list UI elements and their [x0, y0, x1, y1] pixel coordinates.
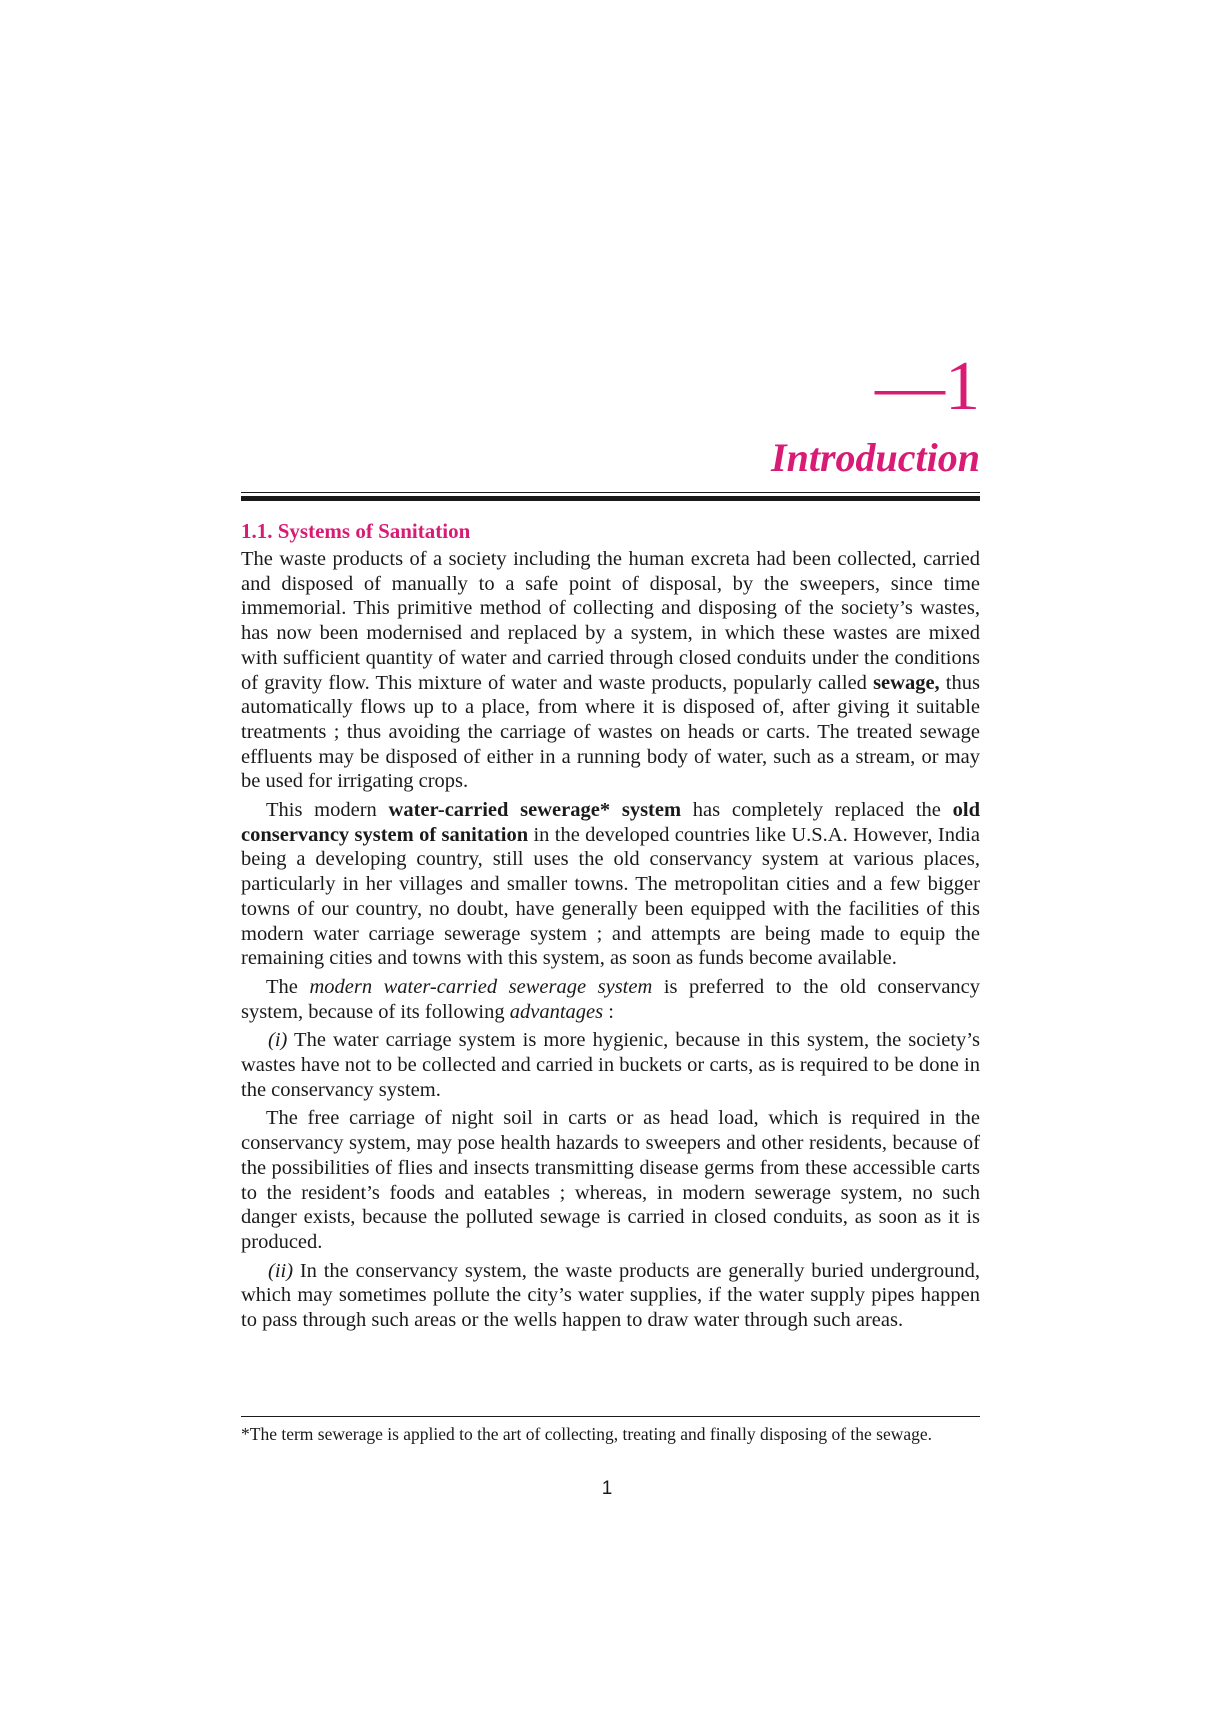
- text-run: thus automatically flows up to a place, from where it is disposed of, after giving it suitable treatments ; thus avoiding the carriage of wastes on heads or carts. The treated sewage effluents may be disposed of either in a running body of water, such as a stream, or may be used for irrigating crops.: [241, 671, 980, 793]
- list-marker-i: (i): [268, 1029, 288, 1052]
- main-content: [241, 518, 980, 1337]
- text-run: in the developed countries like U.S.A. However, India being a developing country, still uses the old conservancy system at various places, particularly in her villages and smaller towns. The metropolitan cities and a few bigger towns of our country, no doubt, have generally been equipped with the facilities of this modern water carriage sewerage system ; and attempts are being made to equip the remaining cities and towns with this system, as soon as funds become available.: [241, 823, 980, 970]
- term-old-conservancy: old conservancy system of sanitation: [241, 799, 980, 846]
- list-marker-ii: (ii): [268, 1259, 294, 1282]
- paragraph-advantage-i: [241, 1028, 980, 1102]
- term-water-carried-sewerage: water-carried sewerage* system: [388, 799, 682, 822]
- text-run: :: [603, 1000, 614, 1023]
- footnote: *The term sewerage is applied to the art of collecting, treating and finally disposing of the sewage.: [241, 1424, 933, 1444]
- chapter-divider-thick: [241, 496, 980, 501]
- text-run: The free carriage of night soil in carts or as head load, which is required in the conservancy system, may pose health hazards to sweepers and other residents, because of the possibilities of flies and insects transmitting disease germs from these accessible carts to the resident’s foods and eatables ; whereas, in modern sewerage system, no such danger exists, because the polluted sewage is carried in closed conduits, as soon as it is produced.: [241, 1107, 980, 1253]
- paragraph-advantage-ii: [241, 1259, 980, 1333]
- term-modern-system: modern water-carried sewerage system: [309, 975, 653, 998]
- text-run: The water carriage system is more hygienic, because in this system, the society’s wastes have not to be collected and carried in buckets or carts, as is required to be done in the conservancy system.: [241, 1029, 980, 1101]
- term-sewage: sewage,: [873, 671, 940, 694]
- text-run: In the conservancy system, the waste products are generally buried underground, which may sometimes pollute the city’s water supplies, if the water supply pipes happen to pass through such areas or the wells happen to draw water through such areas.: [241, 1259, 980, 1332]
- paragraph-night-soil: [241, 1106, 980, 1254]
- page-number: 1: [601, 1478, 613, 1499]
- text-run: The waste products of a society including the human excreta had been collected, carried and disposed of manually to a safe point of disposal, by the sweepers, since time immemorial. This primitive method of collecting and disposing of the society’s wastes, has now been modernised and replaced by a system, in which these wastes are mixed with sufficient quantity of water and carried through closed conduits under the conditions of gravity flow. This mixture of water and waste products, popularly called: [241, 548, 980, 694]
- paragraph-sanitation-intro: [241, 547, 980, 794]
- text-run: has completely replaced the: [681, 799, 953, 822]
- chapter-divider-thin: [241, 492, 980, 493]
- footnote-divider: [241, 1416, 980, 1417]
- text-run: is preferred to the old conservancy system, because of its following: [241, 975, 981, 1023]
- paragraph-modern-system: [241, 798, 980, 971]
- text-run: The: [266, 975, 310, 998]
- chapter-title: Introduction: [771, 435, 980, 480]
- section-heading: 1.1. Systems of Sanitation: [241, 519, 471, 543]
- chapter-number: —1: [875, 348, 980, 425]
- term-advantages: advantages: [509, 1000, 604, 1023]
- text-run: This modern: [266, 799, 389, 822]
- paragraph-preferred: [241, 975, 980, 1024]
